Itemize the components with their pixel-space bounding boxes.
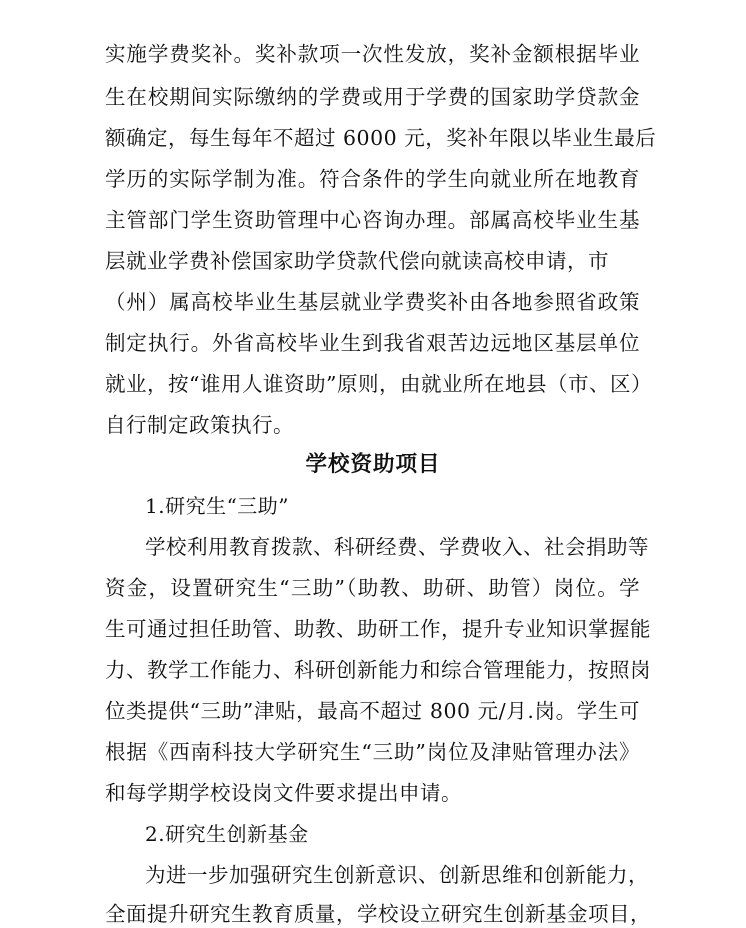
paragraph-line: 根据《西南科技大学研究生“三助”岗位及津贴管理办法》 bbox=[105, 740, 640, 764]
paragraph-line: （州）属高校毕业生基层就业学费奖补由各地参照省政策 bbox=[105, 290, 640, 314]
paragraph-line: 实施学费奖补。奖补款项一次性发放，奖补金额根据毕业 bbox=[105, 42, 640, 66]
paragraph-line: 为进一步加强研究生创新意识、创新思维和创新能力， bbox=[145, 863, 649, 887]
paragraph-line: 制定执行。外省高校毕业生到我省艰苦边远地区基层单位 bbox=[105, 331, 640, 355]
paragraph-line: 层就业学费补偿国家助学贷款代偿向就读高校申请，市 bbox=[105, 249, 609, 273]
paragraph-line: 位类提供“三助”津贴，最高不超过 800 元/月.岗。学生可 bbox=[105, 699, 640, 723]
paragraph-line: 自行制定政策执行。 bbox=[105, 413, 294, 437]
paragraph-line: 全面提升研究生教育质量，学校设立研究生创新基金项目， bbox=[105, 902, 651, 926]
item-heading: 1.研究生“三助” bbox=[145, 494, 290, 518]
paragraph-line: 资金，设置研究生“三助”（助教、助研、助管）岗位。学 bbox=[105, 576, 640, 600]
paragraph-line: 生可通过担任助管、助教、助研工作，提升专业知识掌握能 bbox=[105, 617, 651, 641]
paragraph-line: 额确定，每生每年不超过 6000 元，奖补年限以毕业生最后 bbox=[105, 126, 657, 150]
paragraph-line: 就业，按“谁用人谁资助”原则，由就业所在地县（市、区） bbox=[105, 372, 652, 396]
paragraph-line: 生在校期间实际缴纳的学费或用于学费的国家助学贷款金 bbox=[105, 85, 640, 109]
paragraph-line: 学历的实际学制为准。符合条件的学生向就业所在地教育 bbox=[105, 167, 640, 191]
paragraph-line: 和每学期学校设岗文件要求提出申请。 bbox=[105, 781, 462, 805]
paragraph-line: 学校利用教育拨款、科研经费、学费收入、社会捐助等 bbox=[145, 535, 649, 559]
paragraph-line: 力、教学工作能力、科研创新能力和综合管理能力，按照岗 bbox=[105, 658, 651, 682]
paragraph-line: 主管部门学生资助管理中心咨询办理。部属高校毕业生基 bbox=[105, 208, 640, 232]
item-heading: 2.研究生创新基金 bbox=[145, 822, 309, 846]
section-title: 学校资助项目 bbox=[305, 452, 441, 477]
